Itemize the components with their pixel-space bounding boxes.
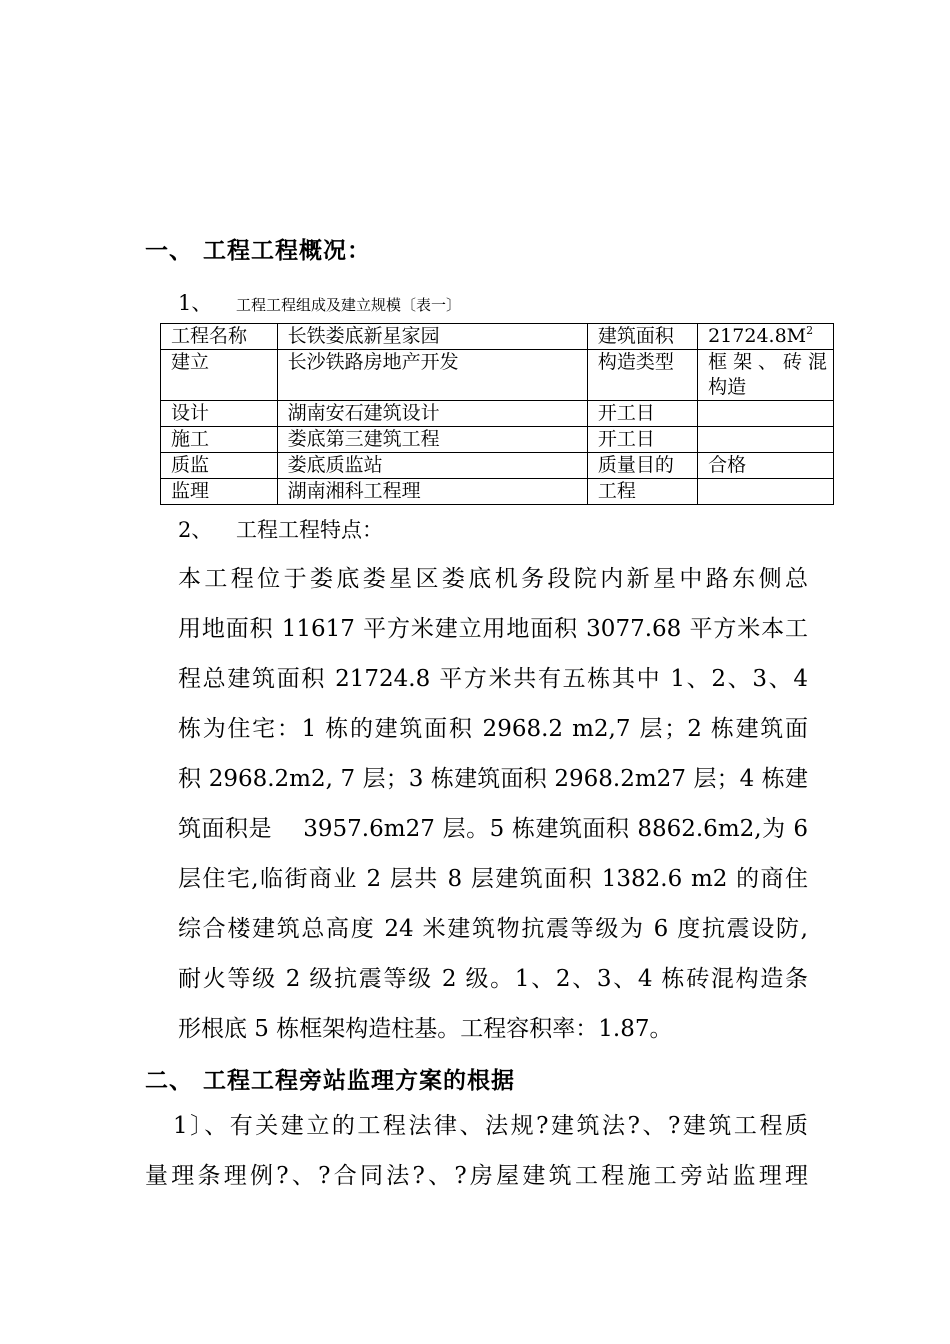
- structure-line-2: 构造: [708, 376, 747, 398]
- table-cell: 监理: [161, 479, 278, 505]
- table-cell: 湖南湘科工程理: [277, 479, 587, 505]
- table-cell: 开工日: [587, 427, 697, 453]
- table-cell: [698, 479, 834, 505]
- table-cell: 质量目的: [587, 453, 697, 479]
- structure-line-1: 框架、砖混: [708, 351, 827, 373]
- paragraph-line: 栋为住宅：1 栋的建筑面积 2968.2 m2,7 层；2 栋建筑面: [178, 716, 808, 742]
- table-row: [161, 350, 834, 401]
- subsection-1-number: 1、: [178, 291, 213, 315]
- table-cell: 建立: [161, 350, 278, 401]
- table-cell: [698, 427, 834, 453]
- area-superscript: 2: [806, 324, 814, 337]
- basis-paragraph: [145, 1101, 808, 1201]
- subsection-1-heading: [178, 287, 461, 317]
- area-value: 21724.8M: [708, 325, 807, 347]
- subsection-1-title: 工程工程组成及建立规模〔表一〕: [236, 296, 462, 314]
- paragraph-line: 综合楼建筑总高度 24 米建筑物抗震等级为 6 度抗震设防,: [178, 916, 808, 942]
- project-features-paragraph: [178, 554, 808, 1054]
- paragraph-line: 形根底 5 栋框架构造柱基。工程容积率：1.87。: [178, 1016, 673, 1042]
- table-cell: 施工: [161, 427, 278, 453]
- paragraph-line: 耐火等级 2 级抗震等级 2 级。1、2、3、4 栋砖混构造条: [178, 966, 808, 992]
- table-row: [161, 324, 834, 350]
- paragraph-line: 量理条理例?、?合同法?、?房屋建筑工程施工旁站监理理: [145, 1163, 808, 1189]
- table-cell: 合格: [698, 453, 834, 479]
- section-2-number: 二、: [145, 1067, 193, 1094]
- subsection-2-heading: [178, 514, 383, 544]
- table-cell: 长沙铁路房地产开发: [277, 350, 587, 401]
- paragraph-line: 筑面积是 3957.6m27 层。5 栋建筑面积 8862.6m2,为 6: [178, 816, 808, 842]
- table-cell: 开工日: [587, 401, 697, 427]
- section-1-heading: [145, 232, 371, 265]
- paragraph-line: 层住宅,临街商业 2 层共 8 层建筑面积 1382.6 m2 的商住: [178, 866, 808, 892]
- table-row: [161, 453, 834, 479]
- paragraph-line: 程总建筑面积 21724.8 平方米共有五栋其中 1、2、3、4: [178, 666, 808, 692]
- project-info-table: [160, 323, 834, 505]
- table-cell: 长铁娄底新星家园: [277, 324, 587, 350]
- paragraph-line: 积 2968.2m2, 7 层；3 栋建筑面积 2968.2m27 层；4 栋建: [178, 766, 808, 792]
- paragraph-line: 1〕、有关建立的工程法律、法规?建筑法?、?建筑工程质: [173, 1113, 808, 1139]
- table-row: [161, 479, 834, 505]
- table-cell: 构造类型: [587, 350, 697, 401]
- table-cell: 工程名称: [161, 324, 278, 350]
- table-row: [161, 427, 834, 453]
- table-cell: 建筑面积: [587, 324, 697, 350]
- section-2-heading: [145, 1062, 515, 1095]
- table-cell: 质监: [161, 453, 278, 479]
- section-1-number: 一、: [145, 237, 193, 264]
- table-cell: 工程: [587, 479, 697, 505]
- table-cell: 娄底第三建筑工程: [277, 427, 587, 453]
- table-cell: 娄底质监站: [277, 453, 587, 479]
- table-cell: 设计: [161, 401, 278, 427]
- section-2-title: 工程工程旁站监理方案的根据: [203, 1067, 515, 1094]
- table-cell: [698, 350, 834, 401]
- table-row: [161, 401, 834, 427]
- table-cell: 湖南安石建筑设计: [277, 401, 587, 427]
- subsection-2-title: 工程工程特点：: [236, 518, 383, 542]
- table-cell: [698, 324, 834, 350]
- paragraph-line: 本工程位于娄底娄星区娄底机务段院内新星中路东侧总: [178, 566, 808, 592]
- table-cell: [698, 401, 834, 427]
- paragraph-line: 用地面积 11617 平方米建立用地面积 3077.68 平方米本工: [178, 616, 808, 642]
- subsection-2-number: 2、: [178, 518, 213, 542]
- section-1-title: 工程工程概况：: [203, 237, 371, 264]
